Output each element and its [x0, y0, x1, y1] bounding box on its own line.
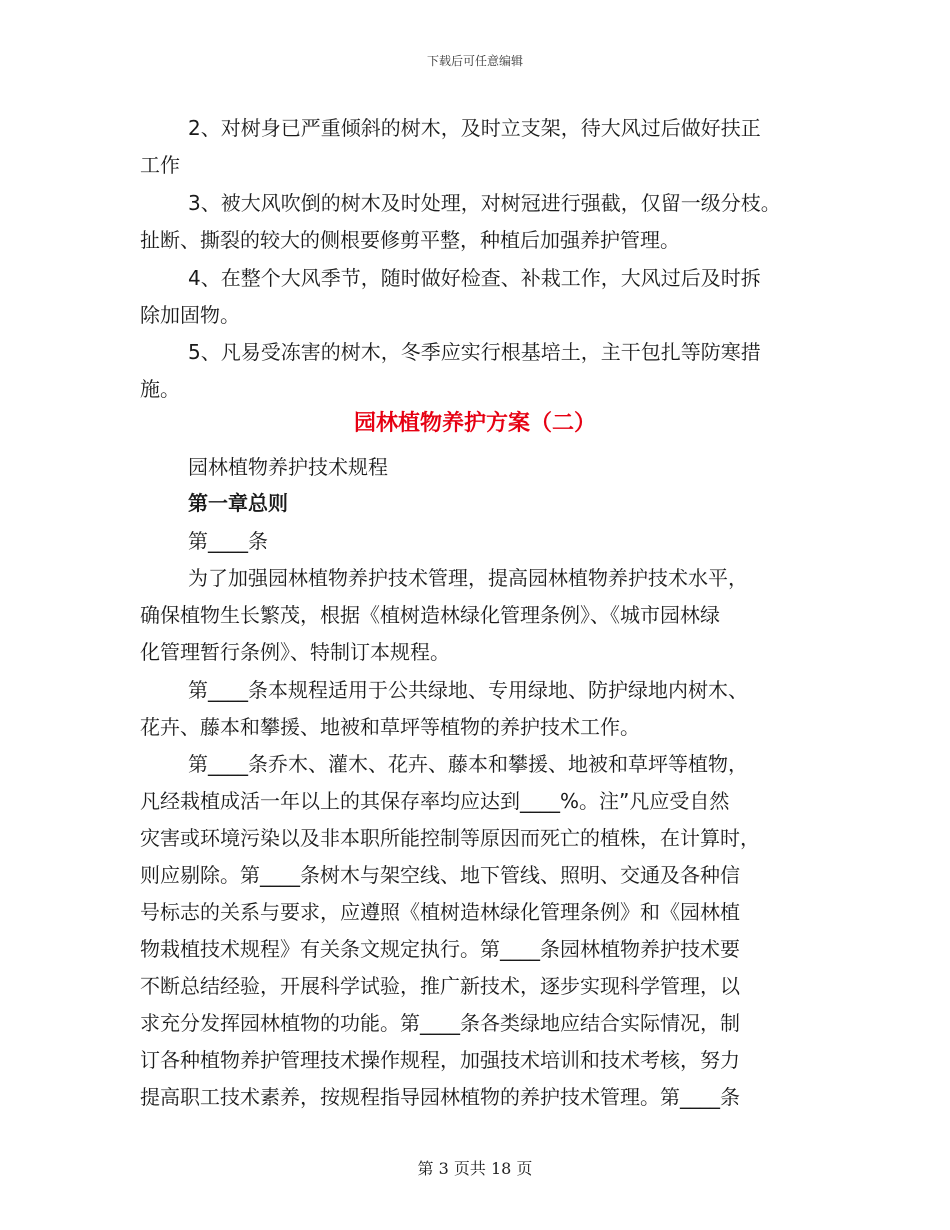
- paragraph-line: 化管理暂行条例》、特制订本规程。: [140, 640, 450, 664]
- subtitle: 园林植物养护技术规程: [188, 455, 388, 479]
- paragraph-line: 第____条乔木、灌木、花卉、藤本和攀援、地被和草坪等植物，: [188, 752, 748, 776]
- paragraph-line: 工作: [140, 153, 180, 177]
- paragraph-line: 花卉、藤本和攀援、地被和草坪等植物的养护技术工作。: [140, 715, 640, 739]
- paragraph-line: 4、在整个大风季节，随时做好检查、补栽工作，大风过后及时拆: [188, 266, 761, 290]
- paragraph-line: 确保植物生长繁茂，根据《植树造林绿化管理条例》、《城市园林绿: [140, 603, 720, 627]
- chapter-heading: 第一章总则: [188, 491, 288, 515]
- paragraph-line: 第____条本规程适用于公共绿地、专用绿地、防护绿地内树木、: [188, 678, 748, 702]
- paragraph-line: 提高职工技术素养，按规程指导园林植物的养护技术管理。第____条: [140, 1085, 740, 1109]
- paragraph-line: 物栽植技术规程》有关条文规定执行。第____条园林植物养护技术要: [140, 937, 740, 961]
- paragraph-line: 3、被大风吹倒的树木及时处理，对树冠进行强截，仅留一级分枝。: [188, 191, 781, 215]
- paragraph-line: 5、凡易受冻害的树木，冬季应实行根基培土，主干包扎等防寒措: [188, 340, 761, 364]
- paragraph-line: 号标志的关系与要求，应遵照《植树造林绿化管理条例》和《园林植: [140, 900, 740, 924]
- paragraph-line: 2、对树身已严重倾斜的树木，及时立支架，待大风过后做好扶正: [188, 116, 761, 140]
- page-header: 下载后可任意编辑: [426, 54, 523, 68]
- paragraph-line: 灾害或环境污染以及非本职所能控制等原因而死亡的植株，在计算时，: [140, 826, 760, 850]
- page-footer: 第 3 页共 18 页: [417, 1159, 533, 1178]
- paragraph-line: 则应剔除。第____条树木与架空线、地下管线、照明、交通及各种信: [140, 863, 740, 887]
- paragraph-line: 扯断、撕裂的较大的侧根要修剪平整，种植后加强养护管理。: [140, 228, 680, 252]
- paragraph-line: 为了加强园林植物养护技术管理，提高园林植物养护技术水平，: [188, 566, 748, 590]
- paragraph-line: 凡经栽植成活一年以上的其保存率均应达到____%。注”凡应受自然: [140, 789, 730, 813]
- paragraph-line: 订各种植物养护管理技术操作规程，加强技术培训和技术考核，努力: [140, 1048, 740, 1072]
- section-title: 园林植物养护方案（二）: [353, 411, 596, 436]
- paragraph-line: 求充分发挥园林植物的功能。第____条各类绿地应结合实际情况，制: [140, 1011, 740, 1035]
- paragraph-line: 施。: [140, 377, 180, 401]
- paragraph-line: 不断总结经验，开展科学试验，推广新技术，逐步实现科学管理，以: [140, 974, 740, 998]
- paragraph-line: 除加固物。: [140, 303, 240, 327]
- paragraph-line: 第____条: [188, 529, 268, 553]
